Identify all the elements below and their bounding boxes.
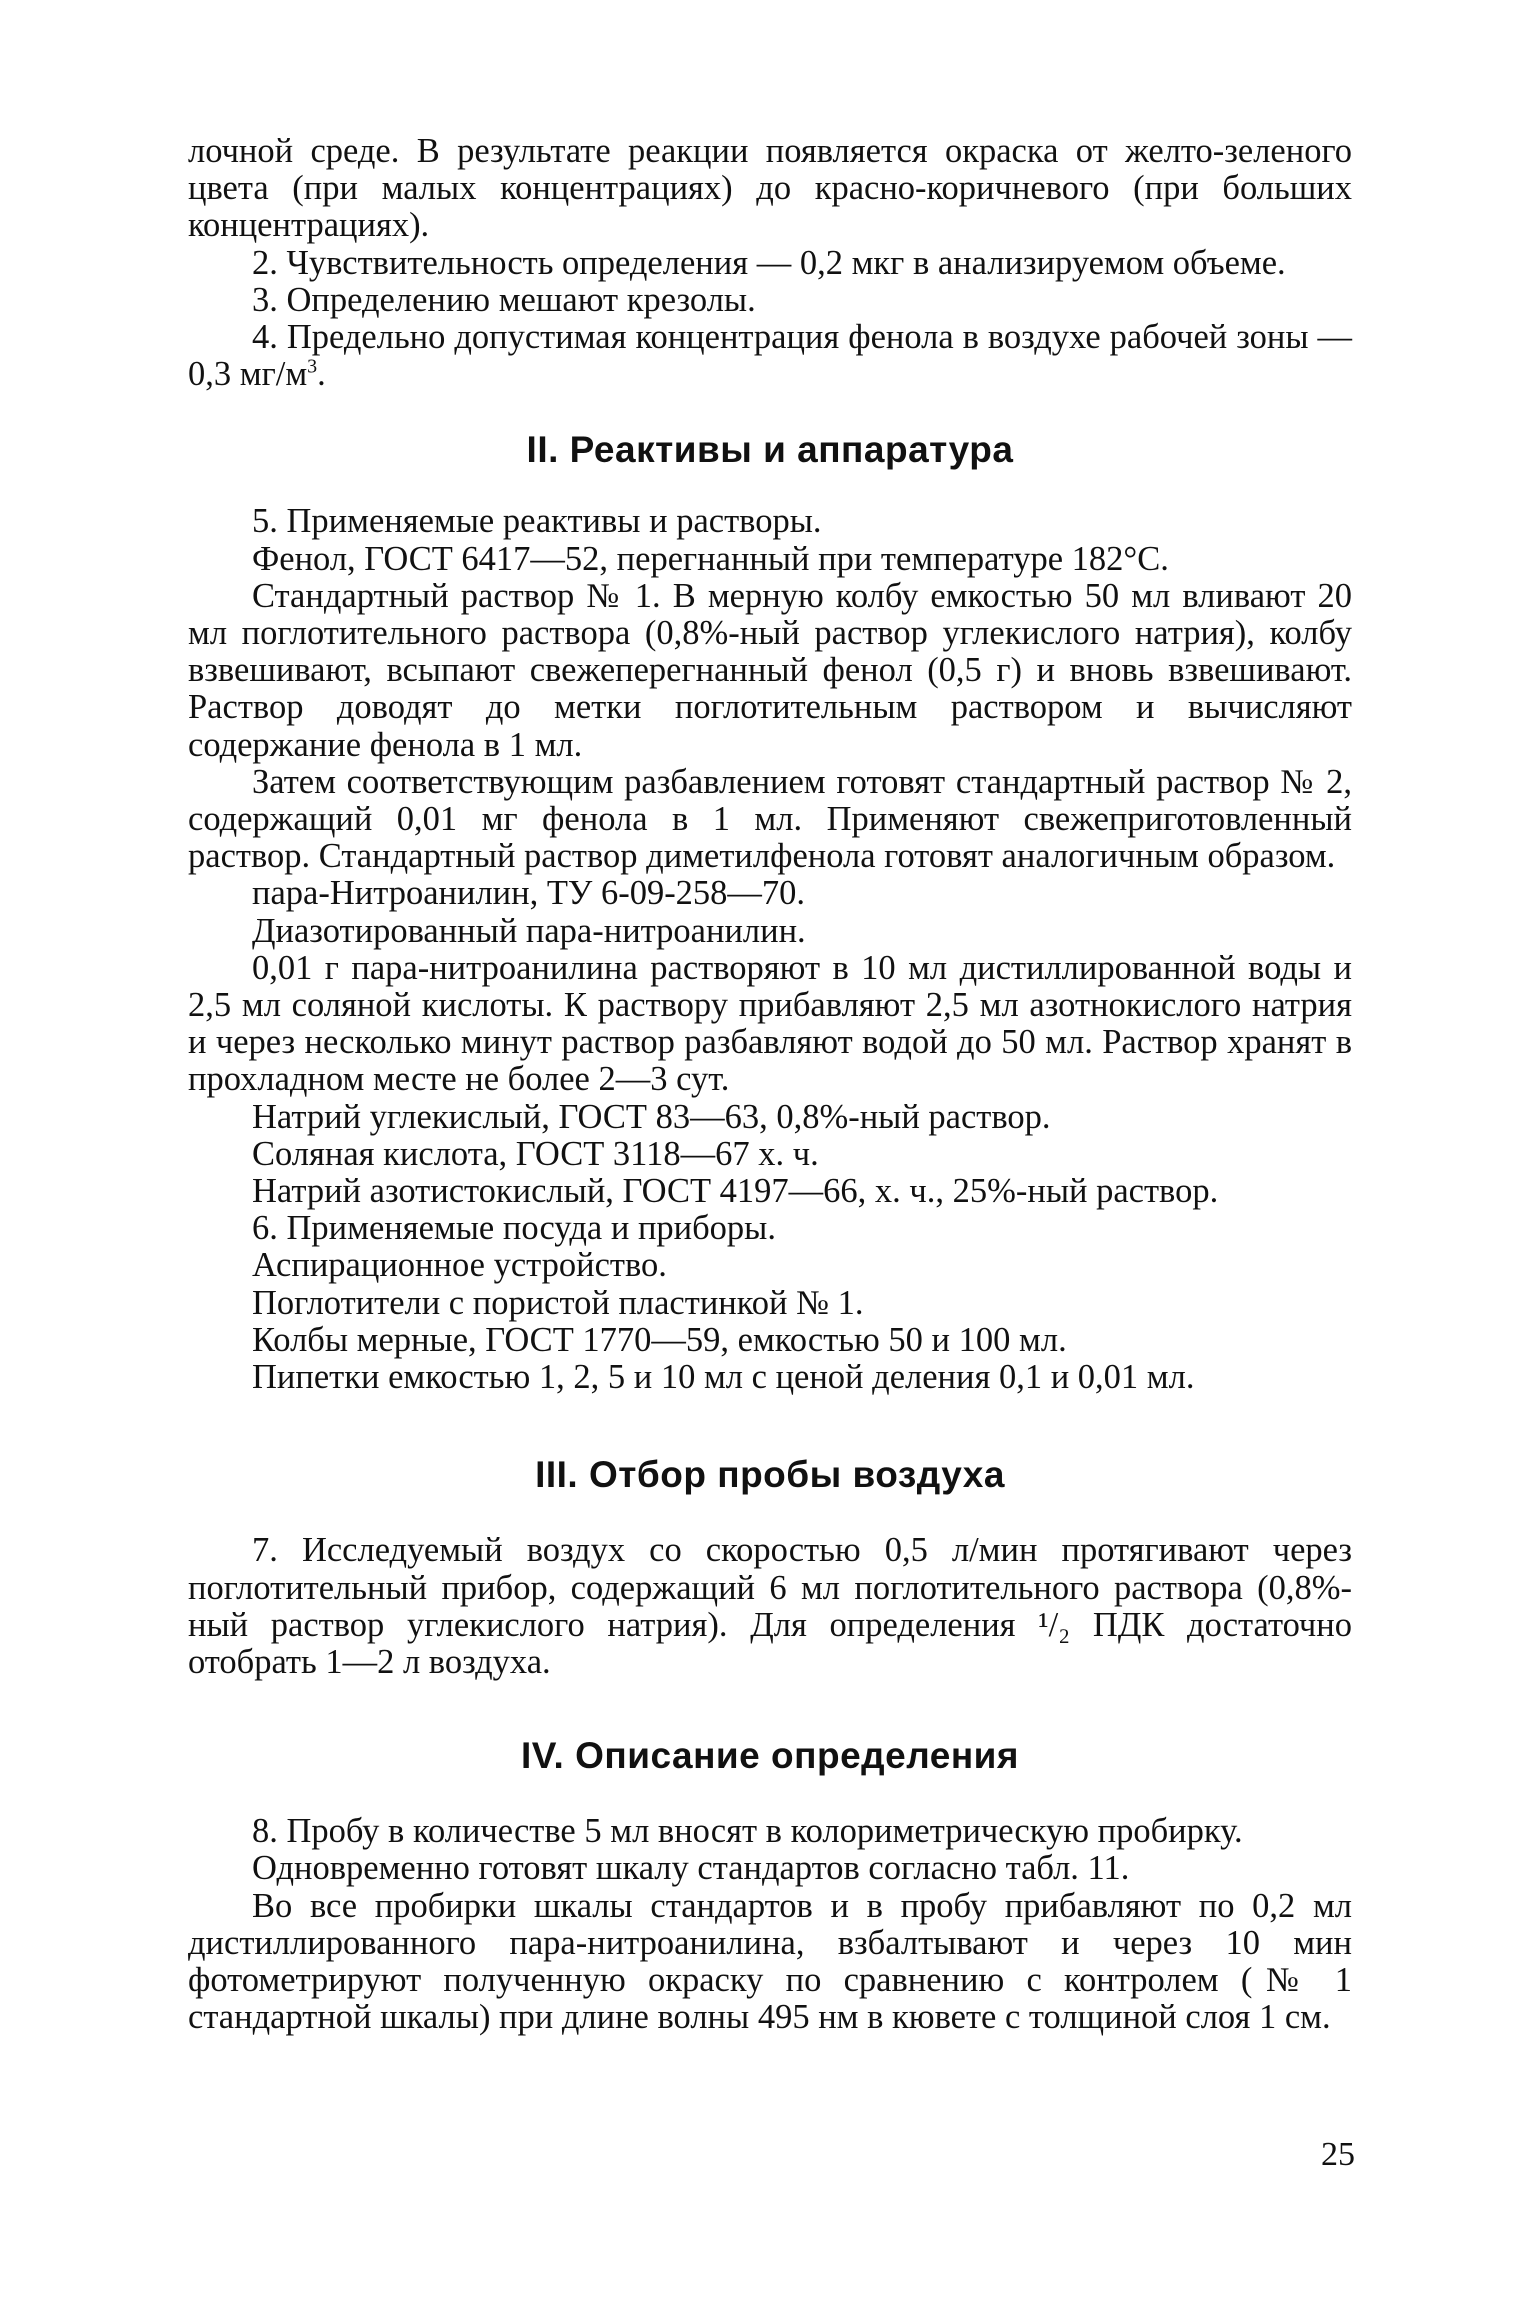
paragraph-pipettes: Пипетки емкостью 1, 2, 5 и 10 мл с ценой деления 0,1 и 0,01 мл.	[252, 1358, 1195, 1397]
max-concentration-end: .	[317, 355, 326, 394]
paragraph-photometry: Во все пробирки шкалы стандартов и в пробу прибавляют по 0,2 мл дистиллированного пара-нитроанилина, взбалтывают и через 10 мин фотометрируют полученную окраску по сравнению с контролем (№ 1 стандартной шкалы) при длине волны 495 нм в кювете с толщиной слоя 1 см.	[188, 1886, 1352, 2037]
paragraph-reagents-list: 5. Применяемые реактивы и растворы.	[252, 502, 822, 541]
page-number: 25	[1321, 2136, 1355, 2173]
paragraph-absorbers: Поглотители с пористой пластинкой № 1.	[252, 1283, 864, 1322]
paragraph-aspiration: Аспирационное устройство.	[252, 1246, 667, 1285]
document-page	[188, 133, 1352, 2036]
max-concentration-text: 4. Предельно допустимая концентрация фенола в воздухе рабочей зоны — 0,3 мг/м	[188, 318, 1352, 394]
paragraph-sensitivity: 2. Чувствительность определения — 0,2 мкг в анализируемом объеме.	[252, 243, 1286, 282]
sampling-text: 7. Исследуемый воздух со скоростью 0,5 л/мин протягивают через поглотительный прибор, содержащий 6 мл поглотительного раствора (0,8%-ный раствор углекислого натрия). Для определения	[188, 1531, 1352, 1644]
paragraph-phenol: Фенол, ГОСТ 6417—52, перегнанный при температуре 182°С.	[252, 539, 1169, 578]
paragraph-continuation: лочной среде. В результате реакции появляется окраска от желто-зеленого цвета (при малых концентрациях) до красно-коричневого (при больших концентрациях).	[188, 132, 1352, 245]
section-heading-procedure: IV. Описание определения	[520, 1735, 1020, 1777]
paragraph-hydrochloric-acid: Соляная кислота, ГОСТ 3118—67 х. ч.	[252, 1134, 819, 1173]
section-heading-reagents: II. Реактивы и аппаратура	[526, 429, 1014, 471]
paragraph-sampling	[188, 1532, 1352, 1681]
section-heading-sampling: III. Отбор пробы воздуха	[535, 1454, 1005, 1496]
paragraph-standard-scale: Одновременно готовят шкалу стандартов согласно табл. 11.	[252, 1849, 1130, 1888]
paragraph-standard-solution-2: Затем соответствующим разбавлением готовят стандартный раствор № 2, содержащий 0,01 мг фенола в 1 мл. Применяют свежеприготовленный раствор. Стандартный раствор диметилфенола готовят аналогичным образом.	[188, 762, 1352, 876]
paragraph-sample-volume: 8. Пробу в количестве 5 мл вносят в колориметрическую пробирку.	[252, 1812, 1243, 1851]
paragraph-sodium-carbonate: Натрий углекислый, ГОСТ 83—63, 0,8%-ный раствор.	[252, 1097, 1051, 1136]
paragraph-equipment: 6. Применяемые посуда и приборы.	[252, 1209, 776, 1248]
paragraph-diazotized-preparation: 0,01 г пара-нитроанилина растворяют в 10 мл дистиллированной воды и 2,5 мл соляной кислоты. К раствору прибавляют 2,5 мл азотнокислого натрия и через несколько минут раствор разбавляют водой до 50 мл. Раствор хранят в прохладном месте не более 2—3 сут.	[188, 948, 1352, 1099]
paragraph-nitroaniline: пара-Нитроанилин, ТУ 6-09-258—70.	[252, 874, 806, 913]
sampling-end: ПДК достаточно отобрать 1—2 л воздуха.	[188, 1605, 1352, 1681]
paragraph-max-concentration	[188, 319, 1352, 393]
paragraph-sodium-nitrite: Натрий азотистокислый, ГОСТ 4197—66, х. ч., 25%-ный раствор.	[252, 1172, 1219, 1211]
paragraph-flasks: Колбы мерные, ГОСТ 1770—59, емкостью 50 и 100 мл.	[252, 1320, 1067, 1359]
paragraph-interference: 3. Определению мешают крезолы.	[252, 280, 756, 319]
paragraph-diazotized: Диазотированный пара-нитроанилин.	[252, 911, 806, 950]
paragraph-standard-solution-1: Стандартный раствор № 1. В мерную колбу емкостью 50 мл вливают 20 мл поглотительного раствора (0,8%-ный раствор углекислого натрия), колбу взвешивают, всыпают свежеперегнанный фенол (0,5 г) и вновь взвешивают. Раствор доводят до метки поглотительным раствором и вычисляют содержание фенола в 1 мл.	[188, 576, 1352, 764]
fraction-half: ¹/₂	[1038, 1605, 1071, 1644]
cubic-superscript: 3	[307, 355, 318, 378]
